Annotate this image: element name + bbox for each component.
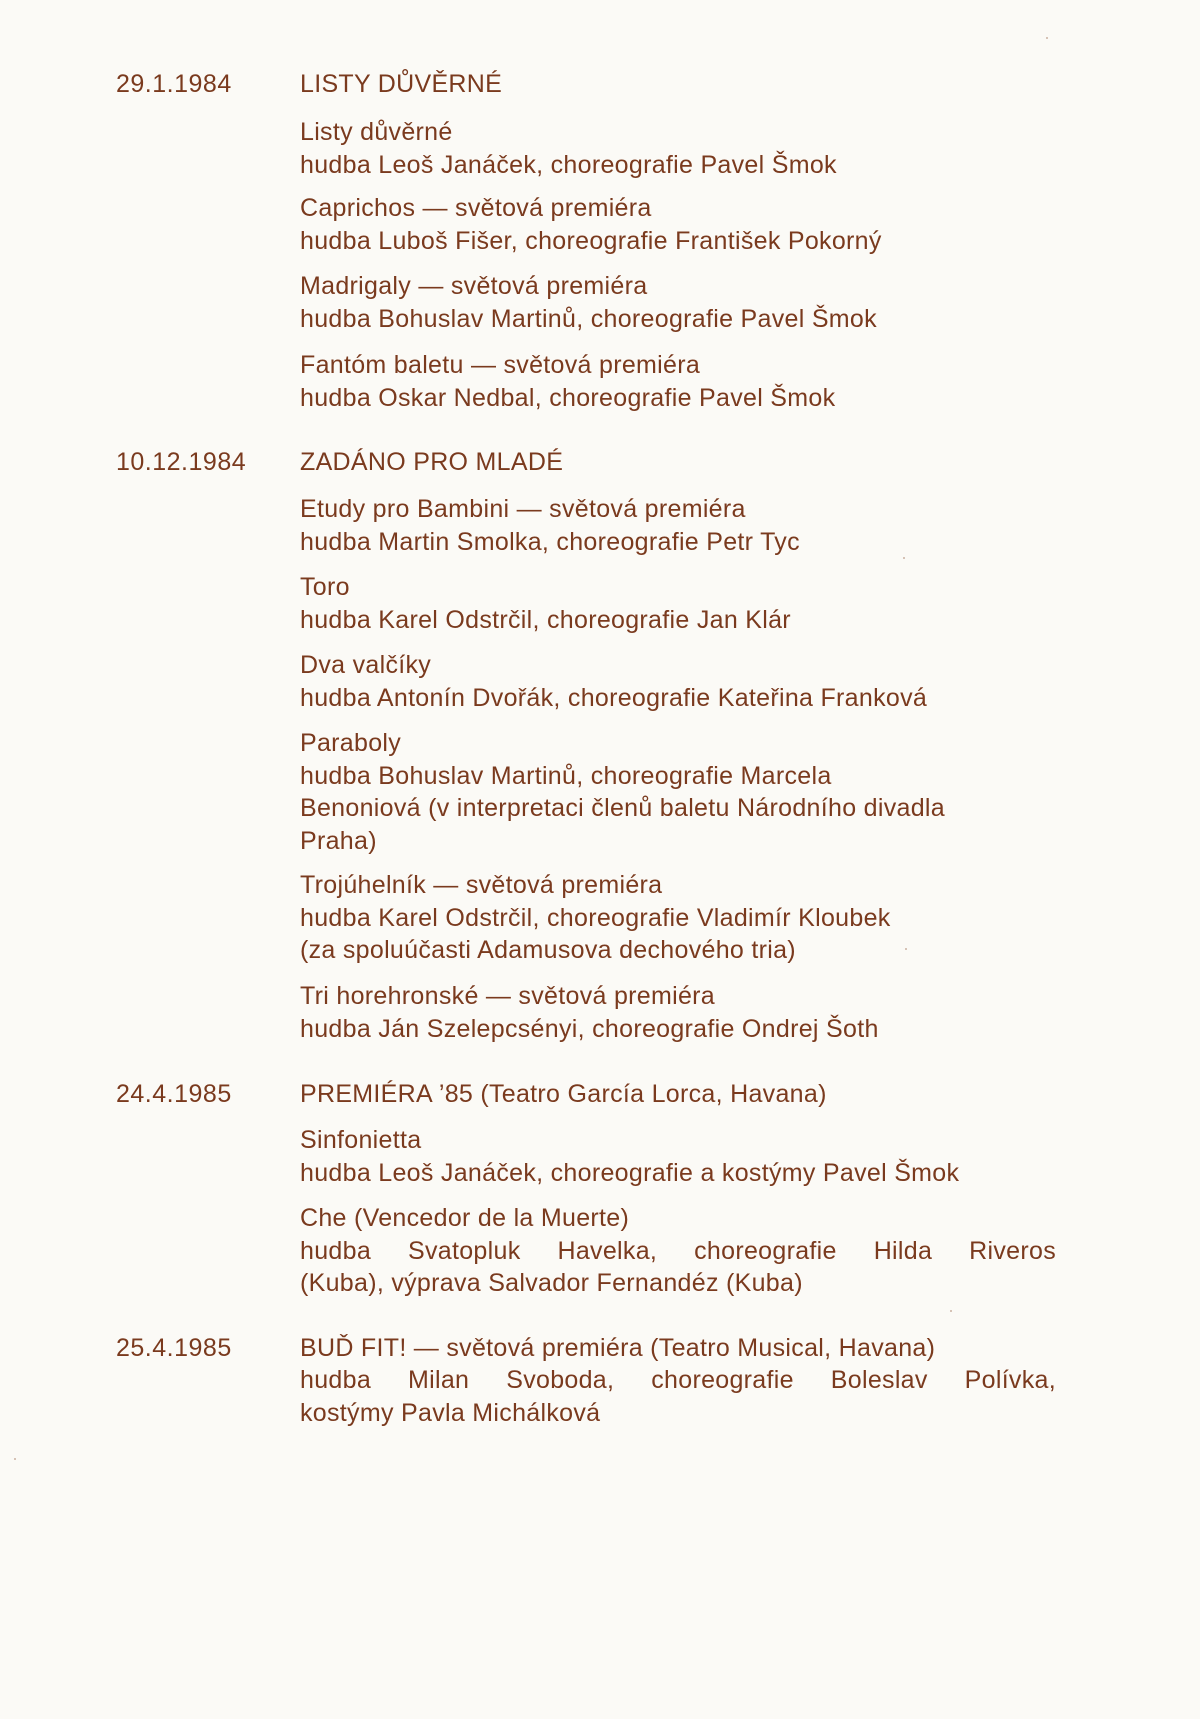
entry-title: LISTY DŮVĚRNÉ: [300, 70, 503, 98]
ballet-name: Dva valčíky: [300, 651, 432, 679]
ballet-item: [300, 493, 1070, 558]
ballet-credits: hudba Luboš Fišer, choreografie František Pokorný: [300, 226, 882, 255]
paper-speck: [903, 557, 905, 559]
ballet-credits: hudba Leoš Janáček, choreografie Pavel Šmok: [300, 150, 837, 179]
ballet-credits: kostýmy Pavla Michálková: [300, 1398, 601, 1427]
ballet-item: [300, 192, 1070, 257]
ballet-name: Tri horehronské — světová premiéra: [300, 982, 715, 1010]
ballet-credits: (Kuba), výprava Salvador Fernandéz (Kuba): [300, 1269, 803, 1297]
entry-title: ZADÁNO PRO MLADÉ: [300, 448, 564, 476]
ballet-item: [300, 869, 1070, 967]
entry-title: BUĎ FIT! — světová premiéra (Teatro Musical, Havana): [300, 1334, 936, 1362]
ballet-name: Paraboly: [300, 729, 402, 757]
ballet-credits: hudba Antonín Dvořák, choreografie Kateřina Franková: [300, 683, 928, 712]
ballet-credits: Benoniová (v interpretaci členů baletu Národního divadla: [300, 794, 945, 822]
ballet-name: Toro: [300, 573, 350, 601]
ballet-credits: (za spoluúčasti Adamusova dechového tria): [300, 936, 796, 964]
entry-date: 29.1.1984: [116, 70, 232, 98]
ballet-name: Sinfonietta: [300, 1126, 422, 1154]
ballet-name: Listy důvěrné: [300, 118, 453, 146]
ballet-item: [300, 1124, 1070, 1189]
entry-date: 10.12.1984: [116, 448, 247, 476]
ballet-credits: hudba Karel Odstrčil, choreografie Jan Klár: [300, 605, 791, 634]
ballet-item: [300, 116, 1070, 181]
ballet-name: Fantóm baletu — světová premiéra: [300, 351, 701, 379]
ballet-credits: hudba Martin Smolka, choreografie Petr Tyc: [300, 527, 800, 556]
ballet-item: [300, 1202, 1070, 1300]
ballet-name: Caprichos — světová premiéra: [300, 194, 652, 222]
paper-speck: [905, 948, 907, 950]
paper-speck: [950, 1310, 952, 1312]
ballet-item: [300, 980, 1070, 1045]
ballet-name: Madrigaly — světová premiéra: [300, 272, 648, 300]
entry-date: 24.4.1985: [116, 1080, 232, 1108]
ballet-name: Che (Vencedor de la Muerte): [300, 1204, 630, 1232]
paper-speck: [1046, 37, 1048, 39]
paper-speck: [14, 1458, 16, 1460]
ballet-credits: hudba Ján Szelepcsényi, choreografie Ondrej Šoth: [300, 1014, 879, 1043]
ballet-name: Etudy pro Bambini — světová premiéra: [300, 495, 746, 523]
ballet-credits: hudba Karel Odstrčil, choreografie Vladimír Kloubek: [300, 903, 891, 932]
ballet-credits: hudba Bohuslav Martinů, choreografie Marcela: [300, 761, 832, 790]
entry-date: 25.4.1985: [116, 1334, 232, 1362]
ballet-credits: hudba Oskar Nedbal, choreografie Pavel Šmok: [300, 383, 836, 412]
ballet-credits: Praha): [300, 826, 377, 855]
ballet-item: [300, 571, 1070, 636]
ballet-credits: hudba Milan Svoboda, choreografie Boleslav Polívka,: [300, 1366, 1056, 1394]
entry-title: PREMIÉRA ’85 (Teatro García Lorca, Havana): [300, 1080, 827, 1108]
ballet-name: Trojúhelník — světová premiéra: [300, 871, 663, 899]
ballet-item: [300, 349, 1070, 414]
ballet-credits: hudba Leoš Janáček, choreografie a kostýmy Pavel Šmok: [300, 1158, 960, 1187]
ballet-credits: hudba Svatopluk Havelka, choreografie Hilda Riveros: [300, 1236, 1056, 1265]
ballet-item: [300, 270, 1070, 335]
ballet-item: [300, 1364, 1070, 1429]
ballet-item: [300, 649, 1070, 714]
ballet-item: [300, 727, 1070, 857]
ballet-credits: hudba Bohuslav Martinů, choreografie Pavel Šmok: [300, 304, 877, 333]
